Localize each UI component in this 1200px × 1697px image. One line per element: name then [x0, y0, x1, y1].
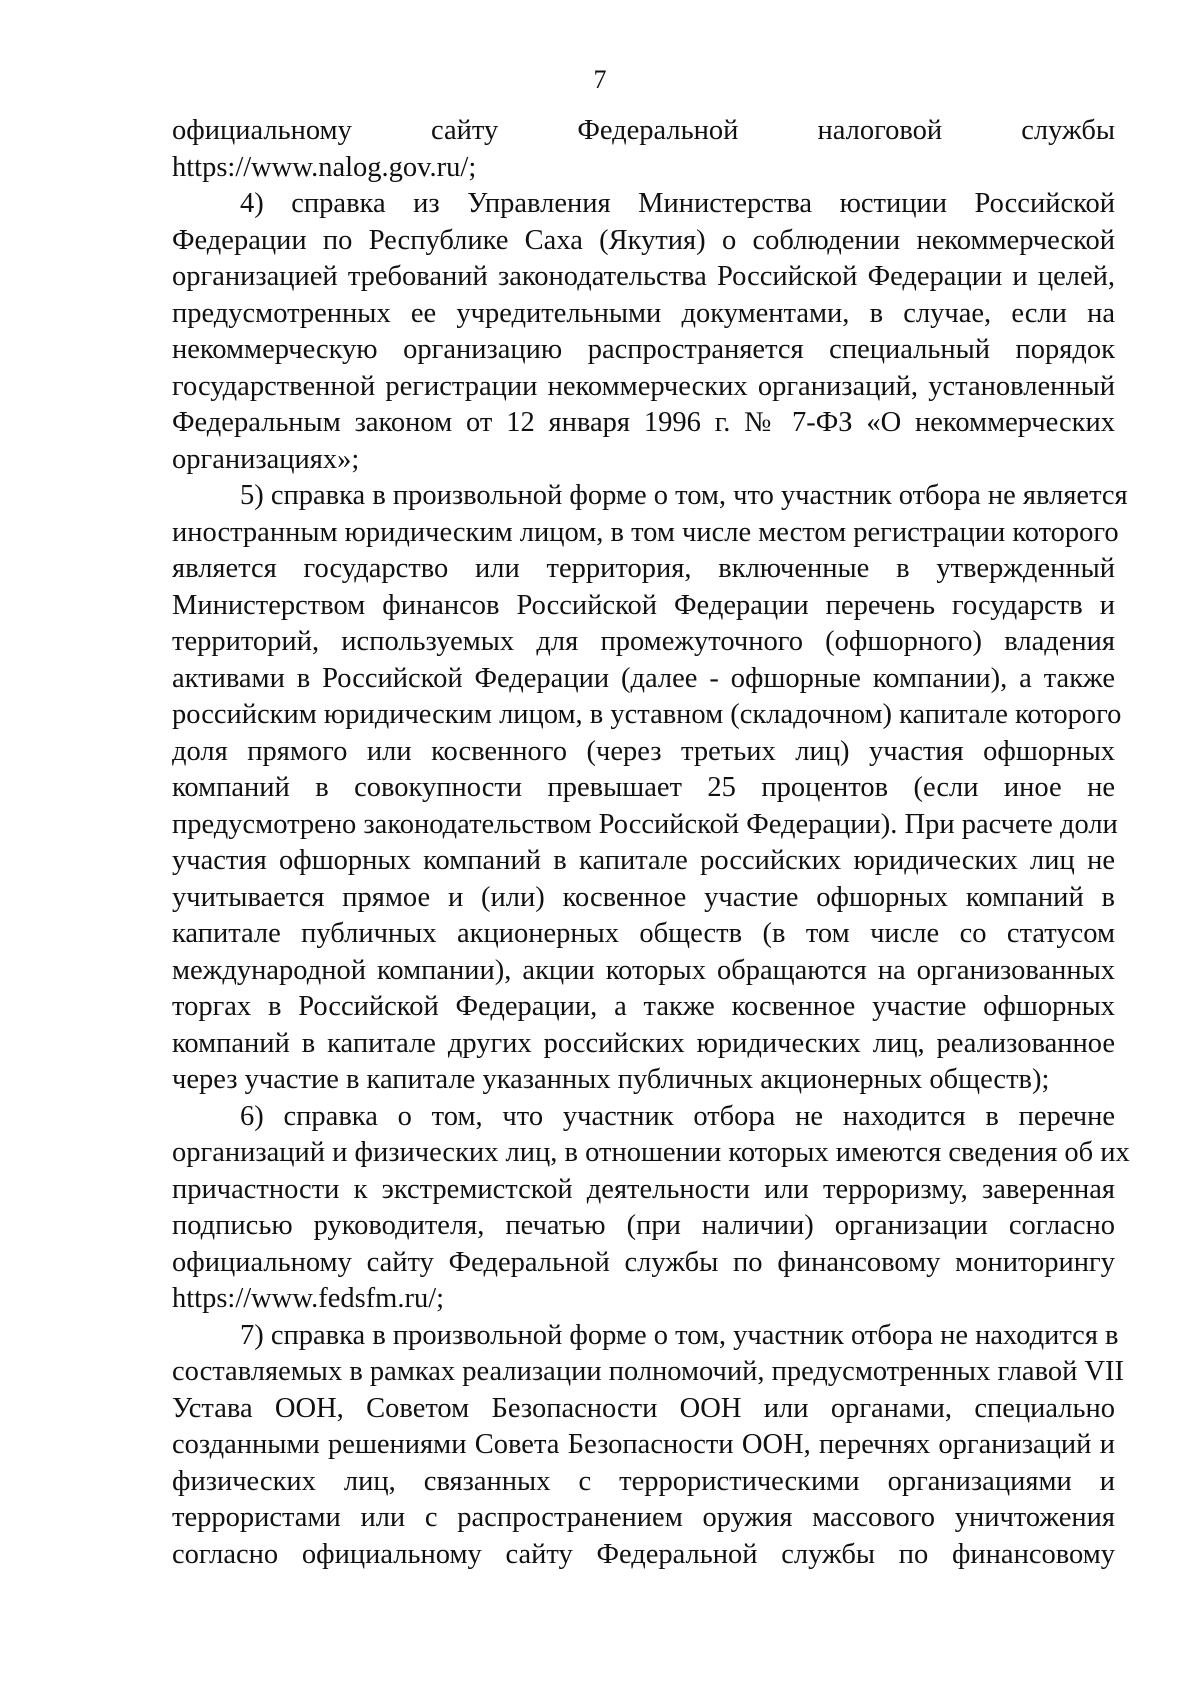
text-line: предусмотрено законодательством Российской Федерации). При расчете доли: [172, 808, 1118, 840]
text-line: официальному сайту Федеральной налоговой службы: [172, 115, 1115, 146]
document-body: [172, 113, 1130, 1573]
text-line: причастности к экстремистской деятельности или терроризму, заверенная: [172, 1173, 1115, 1205]
text-line: территорий, используемых для промежуточного (офшорного) владения: [172, 626, 1115, 657]
text-line: составляемых в рамках реализации полномочий, предусмотренных главой VII: [172, 1356, 1125, 1387]
text-line: государственной регистрации некоммерческих организаций, установленный: [172, 370, 1115, 402]
paragraph-tax-site: [172, 113, 1115, 186]
text-line: международной компании), акции которых обращаются на организованных: [172, 954, 1115, 986]
text-line: российским юридическим лицом, в уставном (складочном) капитале которого: [172, 699, 1122, 730]
text-line: организаций и физических лиц, в отношении которых имеются сведения об их: [172, 1137, 1130, 1168]
paragraph-item-4: [172, 186, 1115, 478]
text-line: 4) справка из Управления Министерства юстиции Российской: [240, 188, 1115, 219]
text-line: доля прямого или косвенного (через третьих лиц) участия офшорных: [172, 735, 1115, 767]
text-line: Министерством финансов Российской Федерации перечень государств и: [172, 589, 1115, 621]
text-line: через участие в капитале указанных публичных акционерных обществ);: [172, 1064, 1050, 1095]
text-line: https://www.fedsfm.ru/;: [172, 1283, 445, 1314]
page-number: 7: [593, 65, 607, 94]
text-line: активами в Российской Федерации (далее - офшорные компании), а также: [172, 662, 1115, 694]
text-line: подписью руководителя, печатью (при наличии) организации согласно: [172, 1210, 1115, 1241]
text-line: является государство или территория, включенные в утвержденный: [172, 553, 1115, 584]
text-line: физических лиц, связанных с террористическими организациями и: [172, 1465, 1115, 1497]
text-line: компаний в капитале других российских юридических лиц, реализованное: [172, 1027, 1115, 1059]
text-line: компаний в совокупности превышает 25 процентов (если иное не: [172, 772, 1115, 803]
text-line: согласно официальному сайту Федеральной службы по финансовому: [172, 1538, 1115, 1570]
text-line: учитывается прямое и (или) косвенное участие офшорных компаний в: [172, 881, 1115, 913]
text-line: 6) справка о том, что участник отбора не находится в перечне: [240, 1100, 1115, 1132]
text-line: организациях»;: [172, 443, 360, 475]
text-line: участия офшорных компаний в капитале российских юридических лиц не: [172, 845, 1115, 876]
text-line: террористами или с распространением оружия массового уничтожения: [172, 1502, 1115, 1533]
text-line: торгах в Российской Федерации, а также косвенное участие офшорных: [172, 991, 1115, 1022]
text-line: организацией требований законодательства Российской Федерации и целей,: [172, 261, 1115, 292]
text-line: официальному сайту Федеральной службы по финансовому мониторингу: [172, 1246, 1115, 1278]
text-line: некоммерческую организацию распространяется специальный порядок: [172, 334, 1115, 365]
text-line: Федеральным законом от 12 января 1996 г. № 7-ФЗ «О некоммерческих: [172, 407, 1115, 438]
paragraph-item-7: [172, 1318, 1125, 1574]
paragraph-item-6: [172, 1099, 1130, 1318]
text-line: иностранным юридическим лицом, в том числе местом регистрации которого: [172, 516, 1119, 548]
text-line: Устава ООН, Советом Безопасности ООН или органами, специально: [172, 1392, 1115, 1424]
text-line: капитале публичных акционерных обществ (в том числе со статусом: [172, 918, 1115, 949]
text-line: 5) справка в произвольной форме о том, что участник отбора не является: [240, 480, 1128, 511]
text-line: https://www.nalog.gov.ru/;: [172, 151, 477, 183]
text-line: Федерации по Республике Саха (Якутия) о соблюдении некоммерческой: [172, 224, 1115, 256]
paragraph-item-5: [172, 478, 1128, 1099]
text-line: предусмотренных ее учредительными документами, в случае, если на: [172, 297, 1115, 329]
text-line: созданными решениями Совета Безопасности ООН, перечнях организаций и: [172, 1429, 1115, 1460]
text-line: 7) справка в произвольной форме о том, участник отбора не находится в: [240, 1319, 1119, 1351]
